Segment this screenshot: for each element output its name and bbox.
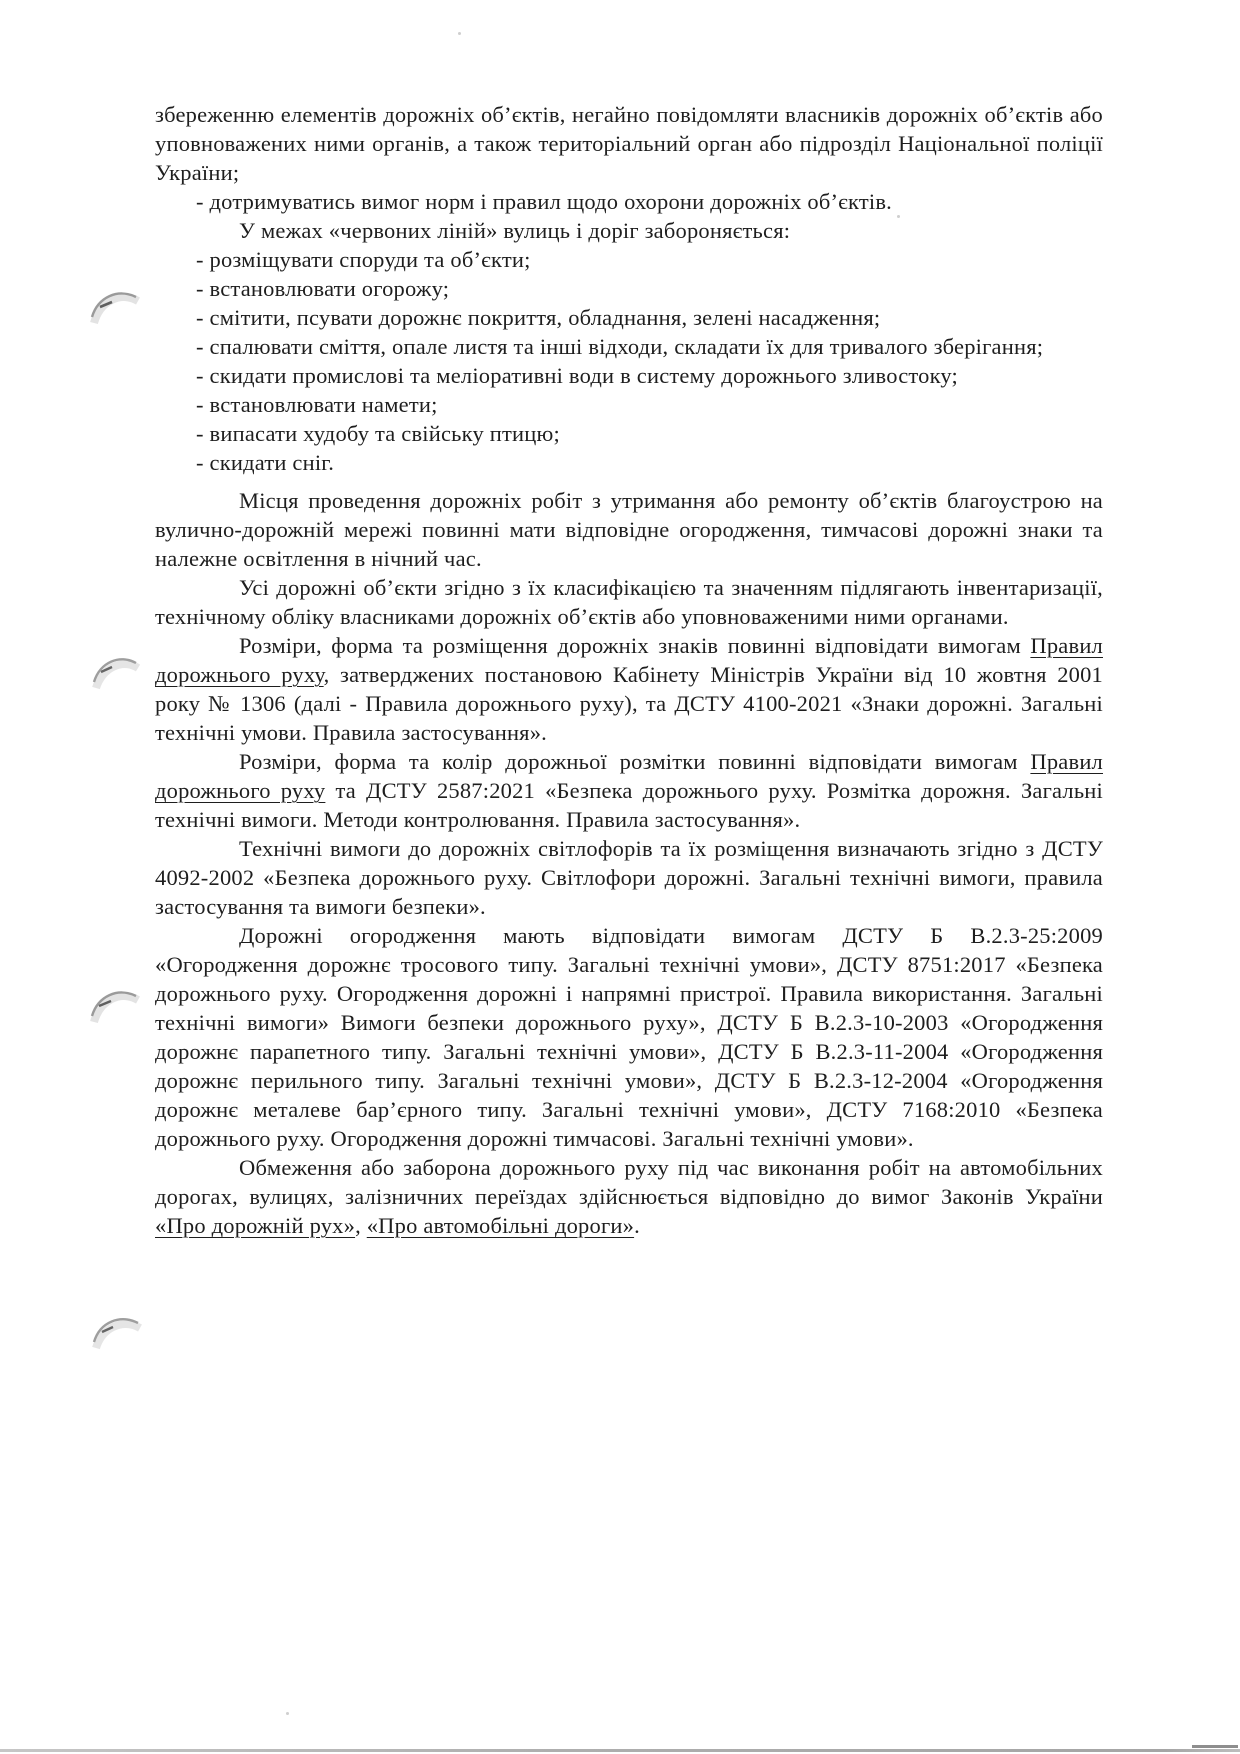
list-item-compliance: - дотримуватись вимог норм і правил щодо охорони дорожніх об’єктів. <box>196 189 892 214</box>
traffic-rules-reference: Правил дорожнього руху <box>155 749 1103 803</box>
paragraph-traffic-lights: Технічні вимоги до дорожніх світлофорів та їх розміщення визначають згідно з ДСТУ 4092-2002 «Безпека дорожнього руху. Світлофори дорожні. Загальні технічні вимоги, правила застосування та вимоги безпеки». <box>155 836 1103 919</box>
traffic-rules-reference: Правил дорожнього руху <box>155 633 1103 687</box>
binder-hole-mark <box>86 644 144 700</box>
scan-bottom-edge-dark <box>1192 1745 1238 1748</box>
road-marking-text: та ДСТУ 2587:2021 «Безпека дорожнього руху. Розмітка дорожня. Загальні технічні вимоги. Методи контролювання. Правила застосування». <box>155 778 1104 832</box>
list-item-prohibited: - спалювати сміття, опале листя та інші відходи, складати їх для тривалого зберігання; <box>196 334 1044 359</box>
restrictions-text: . <box>634 1213 640 1238</box>
restrictions-text: , <box>355 1213 367 1238</box>
paragraph-red-lines-intro: У межах «червоних ліній» вулиць і доріг забороняється: <box>239 218 791 243</box>
paragraph-road-marking <box>155 747 1103 834</box>
list-item-prohibited: - розміщувати споруди та об’єкти; <box>196 247 531 272</box>
binder-hole-mark <box>86 281 144 337</box>
list-item-prohibited: - смітити, псувати дорожнє покриття, обладнання, зелені насадження; <box>196 305 881 330</box>
scan-speck <box>458 32 461 35</box>
paragraph-road-signs <box>155 631 1103 747</box>
list-item-prohibited: - скидати промислові та меліоративні води в систему дорожнього зливостоку; <box>196 363 959 388</box>
road-signs-text: , затверджених постановою Кабінету Міністрів України від 10 жовтня 2001 року № 1306 (далі - Правила дорожнього руху), та ДСТУ 4100-2021 «Знаки дорожні. Загальні технічні умови. Правила застосування». <box>155 662 1103 745</box>
list-item-prohibited: - випасати худобу та свійську птицю; <box>196 421 560 446</box>
scan-speck <box>897 215 900 218</box>
road-signs-text: Розміри, форма та розміщення дорожніх знаків повинні відповідати вимогам <box>239 633 1031 658</box>
paragraph-barriers: Дорожні огородження мають відповідати вимогам ДСТУ Б В.2.3-25:2009 «Огородження дорожнє тросового типу. Загальні технічні умови», ДСТУ 8751:2017 «Безпека дорожнього руху. Огородження дорожні і напрямні пристрої. Правила використання. Загальні технічні вимоги» Вимоги безпеки дорожнього руху», ДСТУ Б В.2.3-10-2003 «Огородження дорожнє парапетного типу. Загальні технічні умови», ДСТУ Б В.2.3-11-2004 «Огородження дорожнє перильного типу. Загальні технічні умови», ДСТУ Б В.2.3-12-2004 «Огородження дорожнє металеве бар’єрного типу. Загальні технічні умови», ДСТУ 7168:2010 «Безпека дорожнього руху. Огородження дорожні тимчасові. Загальні технічні умови». <box>155 923 1103 1151</box>
binder-hole-mark <box>86 978 144 1034</box>
restrictions-text: Обмеження або заборона дорожнього руху під час виконання робіт на автомобільних дорогах, вулицях, залізничних переїздах здійснюється відповідно до вимог Законів України <box>155 1155 1103 1209</box>
scan-bottom-edge <box>0 1749 1240 1752</box>
road-marking-text: Розміри, форма та колір дорожньої розмітки повинні відповідати вимогам <box>239 749 1031 774</box>
document-text <box>155 100 1103 1240</box>
list-item-prohibited: - встановлювати намети; <box>196 392 438 417</box>
law-road-traffic-reference: «Про дорожній рух» <box>155 1213 356 1238</box>
paragraph-continuation: збереженню елементів дорожніх об’єктів, негайно повідомляти власників дорожніх об’єктів або уповноважених ними органів, а також територіальний орган або підрозділ Національної поліції України; <box>155 102 1103 185</box>
paragraph-road-works: Місця проведення дорожніх робіт з утримання або ремонту об’єктів благоустрою на вулично-дорожній мережі повинні мати відповідне огородження, тимчасові дорожні знаки та належне освітлення в нічний час. <box>155 488 1103 571</box>
scan-speck <box>286 1712 289 1715</box>
paragraph-inventory: Усі дорожні об’єкти згідно з їх класифікацією та значенням підлягають інвентаризації, технічному обліку власниками дорожніх об’єктів або уповноваженими ними органами. <box>155 575 1103 629</box>
list-item-prohibited: - встановлювати огорожу; <box>196 276 450 301</box>
binder-hole-mark <box>86 1306 144 1362</box>
law-roads-reference: «Про автомобільні дороги» <box>366 1213 635 1238</box>
paragraph-restrictions <box>155 1153 1103 1240</box>
list-item-prohibited: - скидати сніг. <box>196 450 335 475</box>
